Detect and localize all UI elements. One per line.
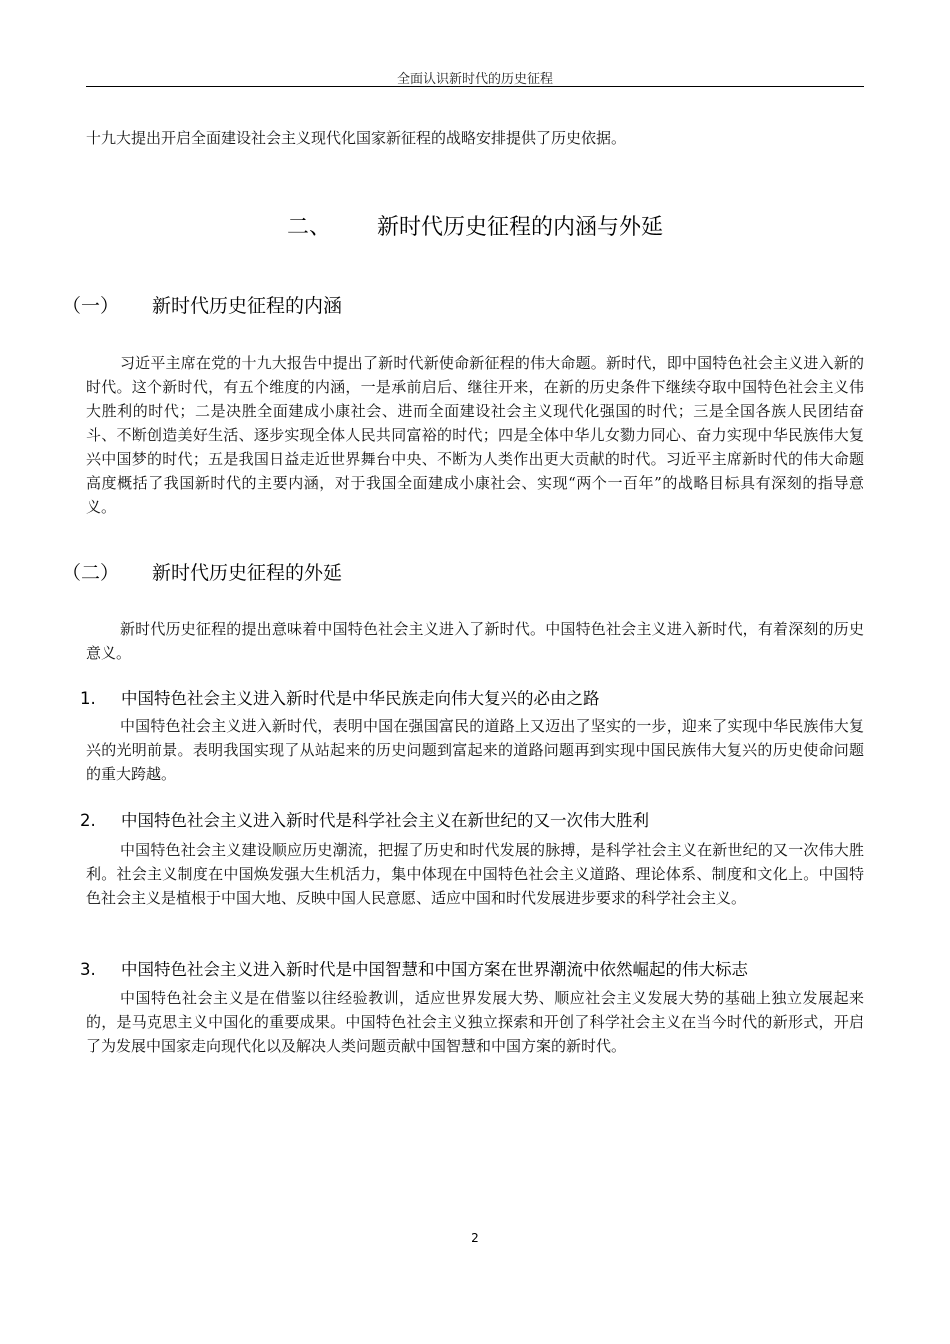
subsection-heading-2 [62, 558, 342, 585]
item-number: 2. [80, 811, 96, 830]
item-heading-3 [80, 956, 748, 980]
item-title: 中国特色社会主义进入新时代是中国智慧和中国方案在世界潮流中依然崛起的伟大标志 [121, 960, 748, 979]
item-title: 中国特色社会主义进入新时代是中华民族走向伟大复兴的必由之路 [121, 689, 600, 708]
intro-paragraph: 十九大提出开启全面建设社会主义现代化国家新征程的战略安排提供了历史依据。 [86, 129, 627, 147]
subsection-number: （二） [62, 562, 120, 584]
section-heading [0, 210, 950, 241]
item-title: 中国特色社会主义进入新时代是科学社会主义在新世纪的又一次伟大胜利 [121, 811, 649, 830]
subsection-title: 新时代历史征程的外延 [152, 562, 343, 584]
subsection-heading-1 [62, 291, 342, 318]
header-divider [86, 86, 864, 87]
page-number: 2 [471, 1231, 479, 1245]
running-header-title: 全面认识新时代的历史征程 [396, 72, 553, 87]
section-number: 二、 [286, 215, 331, 240]
item-3-body: 中国特色社会主义是在借鉴以往经验教训，适应世界发展大势、顺应社会主义发展大势的基础上独立发展起来的，是马克思主义中国化的重要成果。中国特色社会主义独立探索和开创了科学社会主义在当今时代的新形式，开启了为发展中国家走向现代化以及解决人类问题贡献中国智慧和中国方案的新时代。 [86, 989, 864, 1055]
subsection-number: （一） [62, 295, 120, 317]
item-2-body: 中国特色社会主义建设顺应历史潮流，把握了历史和时代发展的脉搏，是科学社会主义在新世纪的又一次伟大胜利。社会主义制度在中国焕发强大生机活力，集中体现在中国特色社会主义道路、理论体系、制度和文化上。中国特色社会主义是植根于中国大地、反映中国人民意愿、适应中国和时代发展进步要求的科学社会主义。 [86, 841, 864, 907]
item-number: 3. [80, 960, 96, 979]
subsection-1-body: 习近平主席在党的十九大报告中提出了新时代新使命新征程的伟大命题。新时代，即中国特色社会主义进入新的时代。这个新时代，有五个维度的内涵，一是承前启后、继往开来，在新的历史条件下继续夺取中国特色社会主义伟大胜利的时代；二是决胜全面建成小康社会、进而全面建设社会主义现代化强国的时代；三是全国各族人民团结奋斗、不断创造美好生活、逐步实现全体人民共同富裕的时代；四是全体中华儿女勠力同心、奋力实现中华民族伟大复兴中国梦的时代；五是我国日益走近世界舞台中央、不断为人类作出更大贡献的时代。习近平主席新时代的伟大命题高度概括了我国新时代的主要内涵，对于我国全面建成小康社会、实现“两个一百年”的战略目标具有深刻的指导意义。 [86, 354, 864, 516]
subsection-title: 新时代历史征程的内涵 [152, 295, 343, 317]
section-title: 新时代历史征程的内涵与外延 [377, 215, 664, 240]
item-heading-2 [80, 807, 649, 831]
item-1-body: 中国特色社会主义进入新时代，表明中国在强国富民的道路上又迈出了坚实的一步，迎来了实现中华民族伟大复兴的光明前景。表明我国实现了从站起来的历史问题到富起来的道路问题再到实现中国民族伟大复兴的历史使命问题的重大跨越。 [86, 717, 864, 783]
item-heading-1 [80, 685, 600, 709]
subsection-2-body: 新时代历史征程的提出意味着中国特色社会主义进入了新时代。中国特色社会主义进入新时代，有着深刻的历史意义。 [86, 620, 864, 662]
item-number: 1. [80, 689, 96, 708]
